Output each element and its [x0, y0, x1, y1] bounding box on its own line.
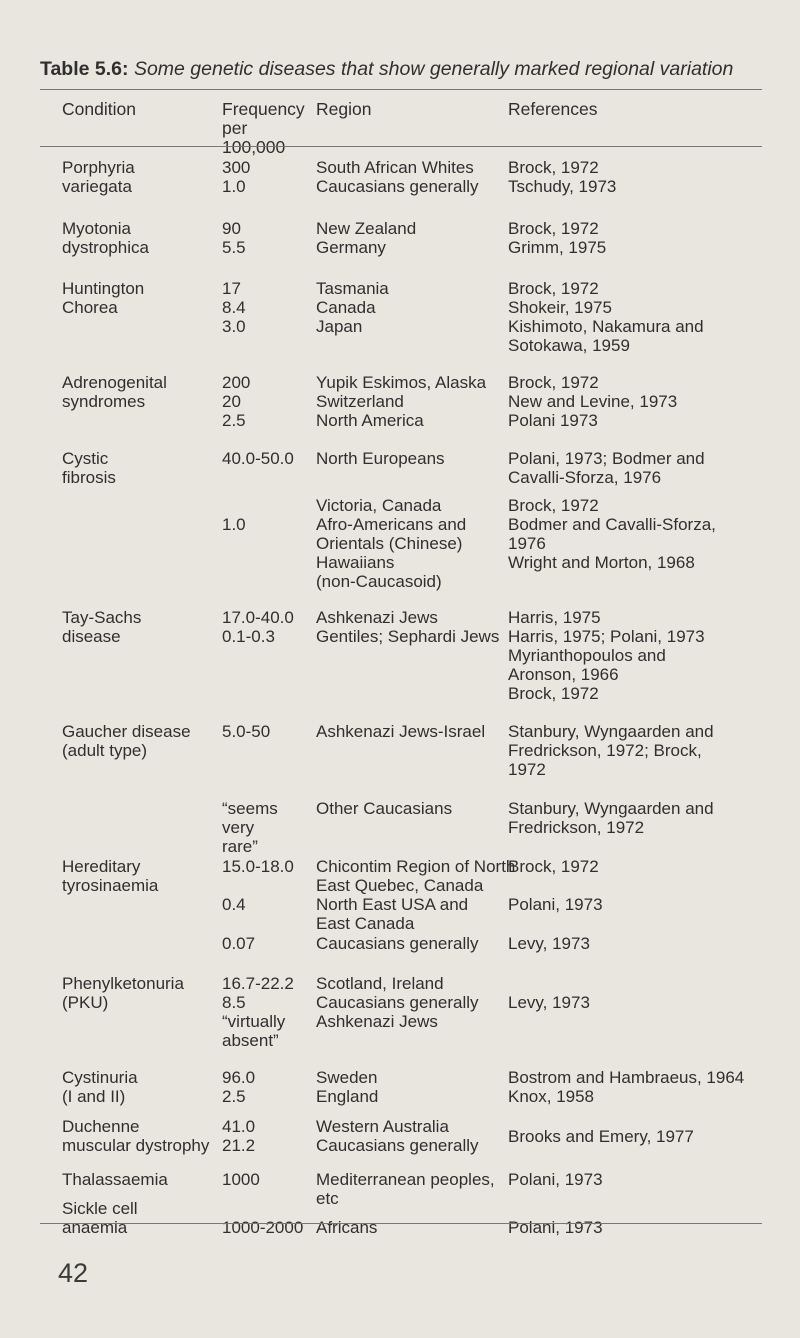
row-frequency: 300 1.0: [222, 158, 251, 196]
row-region: Mediterranean peoples, etc: [316, 1170, 495, 1208]
row-region: Tasmania Canada Japan: [316, 279, 389, 336]
header-references: References: [508, 99, 598, 119]
row-region: Africans: [316, 1218, 378, 1237]
page-number: 42: [58, 1258, 89, 1288]
row-region: Caucasians generally: [316, 934, 479, 953]
row-frequency: 5.0-50: [222, 722, 271, 741]
top-rule: [40, 89, 762, 90]
row-references: Brooks and Emery, 1977: [508, 1127, 694, 1146]
table-title: [40, 58, 780, 81]
row-frequency: 1000-2000: [222, 1218, 304, 1237]
row-region: South African Whites Caucasians generally: [316, 158, 479, 196]
row-condition: Sickle cell anaemia: [62, 1199, 138, 1237]
row-frequency: 17 8.4 3.0: [222, 279, 246, 336]
row-region: Ashkenazi Jews Gentiles; Sephardi Jews: [316, 608, 500, 646]
row-region: Yupik Eskimos, Alaska Switzerland North America: [316, 373, 487, 430]
bottom-rule: [40, 1223, 762, 1224]
row-references: Levy, 1973: [508, 934, 590, 953]
header-region: Region: [316, 99, 372, 119]
row-references: Stanbury, Wyngaarden and Fredrickson, 1972; Brock, 1972: [508, 722, 714, 779]
row-frequency: 1000: [222, 1170, 260, 1189]
row-condition: Cystinuria (I and II): [62, 1068, 138, 1106]
table-caption: Some genetic diseases that show generally marked regional variation: [133, 58, 734, 80]
row-references: Levy, 1973: [508, 993, 590, 1012]
row-frequency: 200 20 2.5: [222, 373, 251, 430]
row-references: Stanbury, Wyngaarden and Fredrickson, 1972: [508, 799, 714, 837]
row-region: Other Caucasians: [316, 799, 453, 818]
row-references: Brock, 1972: [508, 857, 599, 876]
row-condition: Cystic fibrosis: [62, 449, 116, 487]
row-region: North East USA and East Canada: [316, 895, 469, 933]
row-condition: Gaucher disease (adult type): [62, 722, 191, 760]
row-condition: Phenylketonuria (PKU): [62, 974, 184, 1012]
row-condition: Myotonia dystrophica: [62, 219, 149, 257]
row-frequency: 40.0-50.0: [222, 449, 294, 468]
row-frequency: “seems very rare”: [222, 799, 278, 856]
row-region: Western Australia Caucasians generally: [316, 1117, 479, 1155]
row-condition: Hereditary tyrosinaemia: [62, 857, 159, 895]
row-frequency: 15.0-18.0: [222, 857, 294, 876]
row-condition: Tay-Sachs disease: [62, 608, 142, 646]
header-condition: Condition: [62, 99, 136, 119]
row-region: Ashkenazi Jews-Israel: [316, 722, 486, 741]
row-region: Afro-Americans and Orientals (Chinese) Hawaiians (non-Caucasoid): [316, 515, 467, 591]
row-condition: Huntington Chorea: [62, 279, 145, 317]
row-references: Brock, 1972 New and Levine, 1973 Polani 1973: [508, 373, 678, 430]
row-frequency: 41.0 21.2: [222, 1117, 256, 1155]
header-frequency: Frequency per 100,000: [222, 99, 305, 157]
row-references: Brock, 1972 Tschudy, 1973: [508, 158, 617, 196]
row-frequency: 1.0: [222, 515, 246, 534]
row-frequency: 96.0 2.5: [222, 1068, 256, 1106]
row-references: Brock, 1972 Shokeir, 1975 Kishimoto, Nakamura and Sotokawa, 1959: [508, 279, 704, 355]
header-rule: [40, 146, 762, 147]
row-frequency: 16.7-22.2 8.5 “virtually absent”: [222, 974, 294, 1050]
row-region: New Zealand Germany: [316, 219, 417, 257]
table-label: Table 5.6:: [40, 58, 129, 80]
row-frequency: 17.0-40.0 0.1-0.3: [222, 608, 294, 646]
row-references: Polani, 1973: [508, 1218, 603, 1237]
row-region: Victoria, Canada: [316, 496, 442, 515]
row-condition: Adrenogenital syndromes: [62, 373, 167, 411]
row-region: Chicontim Region of North East Quebec, Canada: [316, 857, 516, 895]
row-references: Brock, 1972 Grimm, 1975: [508, 219, 607, 257]
row-region: Scotland, Ireland Caucasians generally Ashkenazi Jews: [316, 974, 479, 1031]
row-references: Harris, 1975 Harris, 1975; Polani, 1973 Myrianthopoulos and Aronson, 1966 Brock, 1972: [508, 608, 705, 703]
row-region: North Europeans: [316, 449, 445, 468]
row-condition: Thalassaemia: [62, 1170, 168, 1189]
row-frequency: 90 5.5: [222, 219, 246, 257]
row-references: Polani, 1973; Bodmer and Cavalli-Sforza, 1976: [508, 449, 705, 487]
row-frequency: 0.07: [222, 934, 256, 953]
row-references: Polani, 1973: [508, 1170, 603, 1189]
row-condition: Duchenne muscular dystrophy: [62, 1117, 210, 1155]
row-references: Brock, 1972: [508, 496, 599, 515]
row-references: Bodmer and Cavalli-Sforza, 1976 Wright and Morton, 1968: [508, 515, 716, 572]
row-references: Polani, 1973: [508, 895, 603, 914]
row-condition: Porphyria variegata: [62, 158, 135, 196]
row-region: Sweden England: [316, 1068, 379, 1106]
row-frequency: 0.4: [222, 895, 246, 914]
row-references: Bostrom and Hambraeus, 1964 Knox, 1958: [508, 1068, 745, 1106]
